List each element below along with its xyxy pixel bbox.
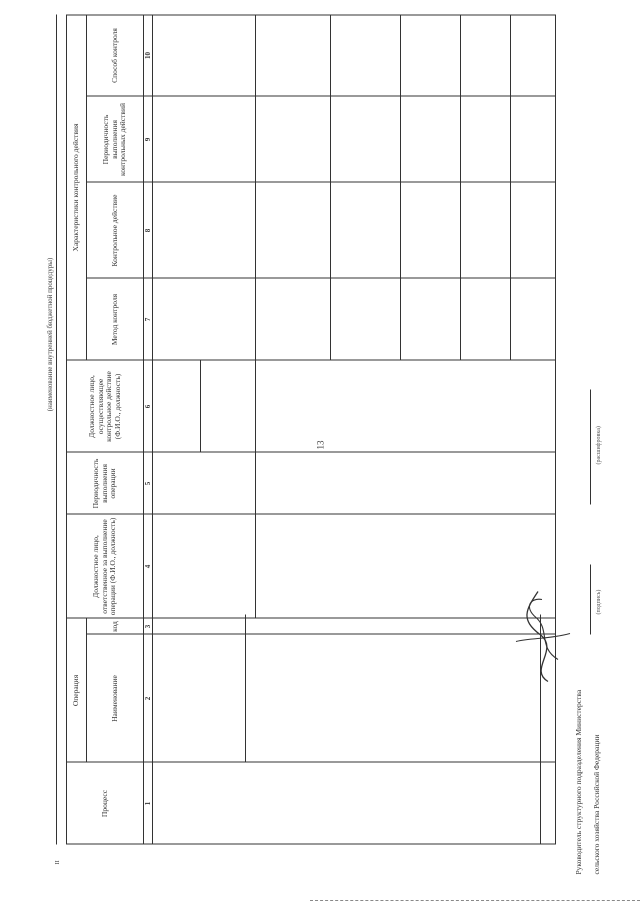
- section-mark: II: [54, 860, 61, 865]
- header-operation: Операция: [71, 674, 81, 707]
- header-control-method: Способ контроля: [109, 28, 119, 83]
- header-control-periodicity: Периодичность выполнения контрольных действий: [101, 103, 128, 176]
- signature-line: [590, 565, 591, 635]
- scan-edge: [310, 900, 640, 901]
- caption-underline: [56, 15, 57, 845]
- col-number: 7: [143, 317, 152, 322]
- handwritten-signature: [508, 580, 578, 690]
- header-method: Метод контроля: [109, 293, 119, 346]
- header-characteristics: Характеристики контрольного действия: [71, 123, 81, 252]
- col-number: 3: [143, 624, 152, 629]
- col-number: 9: [143, 137, 152, 142]
- table-caption: (наименование внутренней бюджетной процедуры): [46, 257, 54, 412]
- header-periodicity: Периодичность выполнения операции: [91, 458, 118, 509]
- col-number: 1: [143, 801, 152, 806]
- page-number: 13: [315, 440, 326, 450]
- decode-caption: (расшифровка): [596, 426, 602, 465]
- col-number: 6: [143, 404, 152, 409]
- decode-line: [590, 390, 591, 505]
- col-number: 4: [143, 564, 152, 569]
- header-operation-name: Наименование: [109, 675, 119, 722]
- signer-title-line2: сельского хозяйства Российской Федерации: [592, 734, 601, 875]
- col-number: 8: [143, 228, 152, 233]
- col-number: 2: [143, 696, 152, 701]
- header-control-action: Контрольное действие: [109, 194, 119, 267]
- header-operation-code: код: [109, 621, 119, 632]
- header-process: Процесс: [99, 789, 109, 818]
- header-responsible: Должностное лицо, ответственное за выполнение операции (Ф.И.О., должность): [91, 517, 118, 616]
- signer-title-line1: Руководитель структурного подразделения Министерства: [574, 689, 583, 875]
- col-number: 10: [143, 52, 152, 59]
- header-controller: Должностное лицо, осуществляющее контрольное действие (Ф.И.О., должность): [87, 371, 122, 442]
- signature-caption: (подпись): [596, 589, 602, 615]
- col-number: 5: [143, 481, 152, 486]
